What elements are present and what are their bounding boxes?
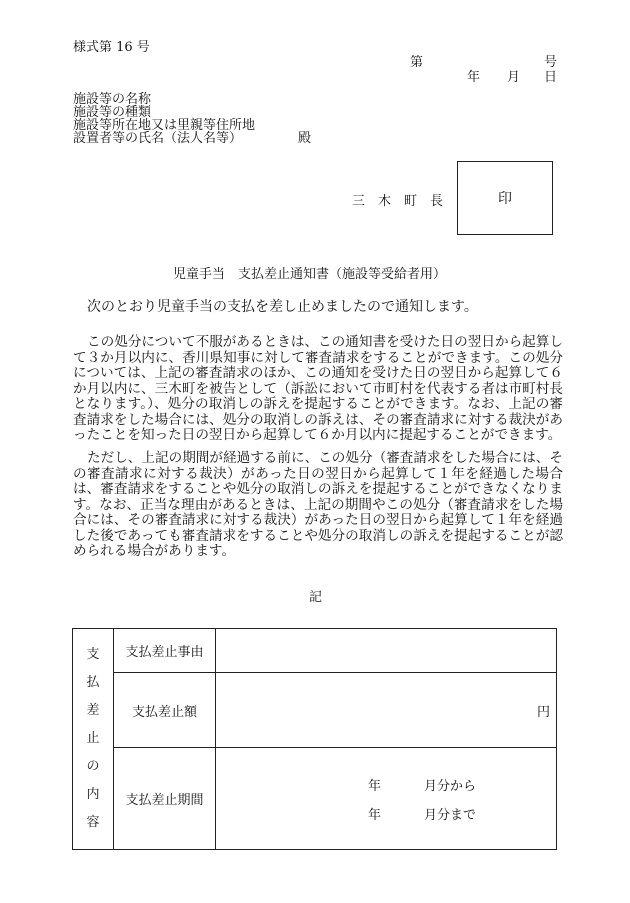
period-to-year: 年	[368, 808, 382, 823]
period-from-month: 月分から	[424, 779, 477, 794]
side-label-char: 払	[86, 675, 100, 690]
detail-table	[72, 628, 557, 850]
reason-value	[216, 629, 557, 673]
form-number: 様式第 16 号	[73, 40, 150, 55]
facility-name-label: 施設等の名称	[73, 92, 152, 107]
issuer-title: 三 木 町 長	[352, 194, 444, 209]
intro-text: 次のとおり児童手当の支払を差し止めましたので通知します。	[87, 299, 478, 315]
side-label-char: の	[86, 759, 100, 774]
period-from-year: 年	[368, 779, 382, 794]
side-label-char: 止	[86, 731, 100, 746]
facility-type-label: 施設等の種類	[73, 105, 152, 120]
reason-label: 支払差止事由	[114, 629, 216, 673]
amount-value	[216, 673, 557, 748]
date-year: 年	[467, 70, 481, 85]
notice-paragraph-1: この処分について不服があるときは、この通知書を受けた日の翌日から起算して３か月以内に、香川県知事に対して審査請求をすることができます。この処分については、上記の審査請求のほか、この通知を受けた日の翌日から起算して６か月以内に、三木町を被告として（訴訟において市町村を代表する者は市町村長となります。）、処分の取消しの訴えを提起することができます。なお、上記の審査請求をした場合には、処分の取消しの訴えは、その審査請求に対する裁決があったことを知った日の翌日から起算して６か月以内に提起することができます。	[73, 334, 563, 443]
period-to-month: 月分まで	[424, 808, 477, 823]
side-label-char: 内	[86, 787, 100, 802]
establisher-label: 設置者等の氏名（法人名等）	[73, 131, 243, 146]
side-label-char: 差	[86, 703, 100, 718]
side-label-char: 容	[86, 815, 100, 830]
side-label	[73, 629, 114, 850]
amount-label: 支払差止額	[114, 673, 216, 748]
side-label-char: 支	[86, 647, 100, 662]
seal-mark: 印	[498, 191, 512, 207]
doc-number-dai: 第	[410, 55, 424, 70]
doc-number-go: 号	[544, 55, 558, 70]
honorific: 殿	[298, 131, 312, 146]
ki-heading: 記	[309, 590, 323, 605]
date-month: 月	[507, 70, 521, 85]
period-label: 支払差止期間	[114, 748, 216, 850]
notice-paragraph-2: ただし、上記の期間が経過する前に、この処分（審査請求をした場合には、その審査請求に対する裁決）があった日の翌日から起算して１年を経過した場合は、審査請求をすることや処分の取消しの訴えを提起することができなくなります。なお、正当な理由があるときは、上記の期間やこの処分（審査請求をした場合には、その審査請求に対する裁決）があった日の翌日から起算して１年を経過した後であっても審査請求をすることや処分の取消しの訴えを提起することが認められる場合があります。	[73, 450, 563, 559]
seal-box	[457, 161, 553, 235]
date-day: 日	[544, 70, 558, 85]
facility-address-label: 施設等所在地又は里親等住所地	[73, 118, 256, 133]
period-value	[216, 748, 557, 850]
document-title: 児童手当 支払差止通知書（施設等受給者用）	[173, 267, 447, 282]
amount-unit: 円	[536, 704, 550, 720]
